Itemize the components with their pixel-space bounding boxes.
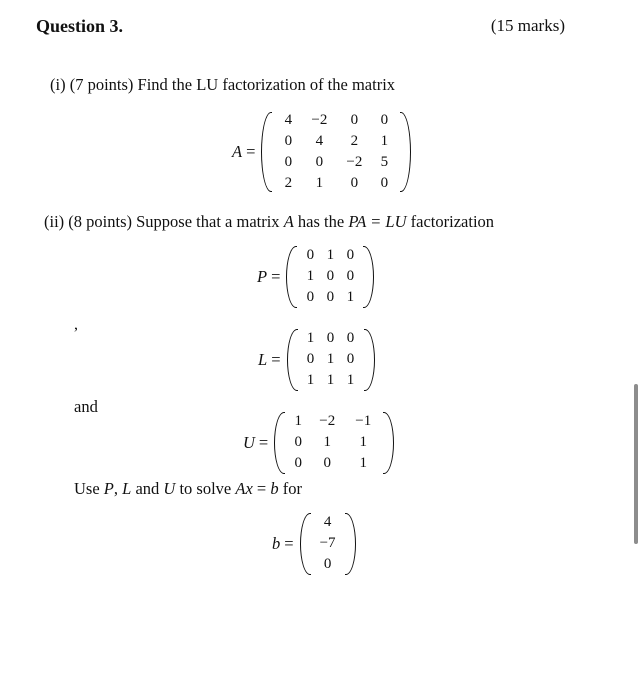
- matrix-entry: 0: [350, 175, 359, 191]
- matrix-entry: 0: [326, 289, 335, 305]
- matrix-U-label: U =: [243, 432, 269, 452]
- matrix-U: [243, 411, 394, 474]
- matrix-A-label: A =: [232, 142, 256, 161]
- left-paren: [261, 112, 272, 192]
- matrix-P-label: P =: [257, 266, 281, 286]
- matrix-entry: −1: [355, 413, 372, 429]
- matrix-entry: 1: [359, 455, 367, 471]
- matrix-entry: 0: [380, 112, 389, 128]
- matrix-entry: 0: [326, 268, 335, 284]
- solve-instruction: Use P, L and U to solve Ax = b for: [74, 479, 302, 498]
- matrix-entry: 5: [380, 154, 389, 170]
- matrix-L-entries: [298, 328, 364, 391]
- matrix-entry: −2: [311, 112, 328, 128]
- matrix-P-entries: [297, 245, 363, 308]
- matrix-entry: 1: [359, 434, 367, 450]
- left-paren: [300, 513, 311, 575]
- right-paren: [345, 513, 356, 575]
- and-word: and: [74, 397, 98, 416]
- vector-b-entries: [311, 512, 345, 575]
- matrix-entry: 0: [346, 268, 355, 284]
- comma-mark: ,: [74, 316, 78, 333]
- matrix-entry: 1: [346, 289, 355, 305]
- matrix-entry: 1: [306, 330, 315, 346]
- matrix-entry: 0: [346, 330, 355, 346]
- matrix-entry: 0: [294, 455, 302, 471]
- matrix-L-label: L =: [258, 349, 281, 369]
- matrix-L: [258, 328, 375, 391]
- right-paren: [364, 329, 375, 391]
- matrix-entry: 2: [350, 133, 359, 149]
- matrix-entry: −2: [346, 154, 363, 170]
- matrix-entry: 4: [323, 514, 332, 530]
- right-paren: [400, 112, 411, 192]
- left-paren: [274, 412, 285, 474]
- matrix-entry: 1: [323, 434, 331, 450]
- matrix-entry: 0: [323, 556, 332, 572]
- part-ii-label: (ii): [44, 212, 65, 231]
- matrix-entry: 0: [380, 175, 389, 191]
- matrix-entry: 0: [294, 434, 302, 450]
- matrix-entry: 1: [326, 247, 335, 263]
- matrix-A: [232, 110, 411, 194]
- part-i-label: (i): [50, 75, 66, 94]
- matrix-entry: 1: [380, 133, 389, 149]
- matrix-entry: 1: [346, 372, 355, 388]
- matrix-entry: 0: [350, 112, 359, 128]
- matrix-A-entries: [272, 110, 400, 194]
- matrix-entry: 4: [315, 133, 324, 149]
- left-paren: [287, 329, 298, 391]
- matrix-entry: −7: [319, 535, 336, 551]
- matrix-entry: 0: [323, 455, 331, 471]
- matrix-U-entries: [285, 411, 383, 474]
- matrix-entry: 0: [306, 351, 315, 367]
- left-paren: [286, 246, 297, 308]
- matrix-entry: 2: [284, 175, 293, 191]
- matrix-entry: 1: [306, 372, 315, 388]
- matrix-entry: 0: [284, 154, 293, 170]
- matrix-entry: 1: [294, 413, 302, 429]
- part-ii-statement: (ii) (8 points) Suppose that a matrix A has the PA = LU factorization: [44, 212, 495, 231]
- part-i-statement: [50, 75, 395, 95]
- vector-b: [272, 512, 356, 575]
- matrix-entry: 0: [306, 289, 315, 305]
- matrix-entry: −2: [319, 413, 336, 429]
- question-marks: (15 marks): [490, 16, 565, 35]
- right-paren: [383, 412, 394, 474]
- matrix-entry: 4: [284, 112, 293, 128]
- vector-b-label: b =: [272, 533, 294, 553]
- vertical-scrollbar[interactable]: [634, 384, 638, 544]
- matrix-entry: 1: [315, 175, 324, 191]
- matrix-P: [257, 245, 374, 308]
- matrix-entry: 0: [346, 351, 355, 367]
- matrix-entry: 0: [315, 154, 324, 170]
- matrix-entry: 1: [326, 351, 335, 367]
- right-paren: [363, 246, 374, 308]
- matrix-entry: 1: [326, 372, 335, 388]
- matrix-entry: 0: [306, 247, 315, 263]
- part-i-text: (7 points) Find the LU factorization of the matrix: [69, 75, 396, 94]
- question-title: Question 3.: [36, 16, 124, 36]
- matrix-entry: 0: [284, 133, 293, 149]
- matrix-entry: 0: [346, 247, 355, 263]
- matrix-entry: 1: [306, 268, 315, 284]
- matrix-entry: 0: [326, 330, 335, 346]
